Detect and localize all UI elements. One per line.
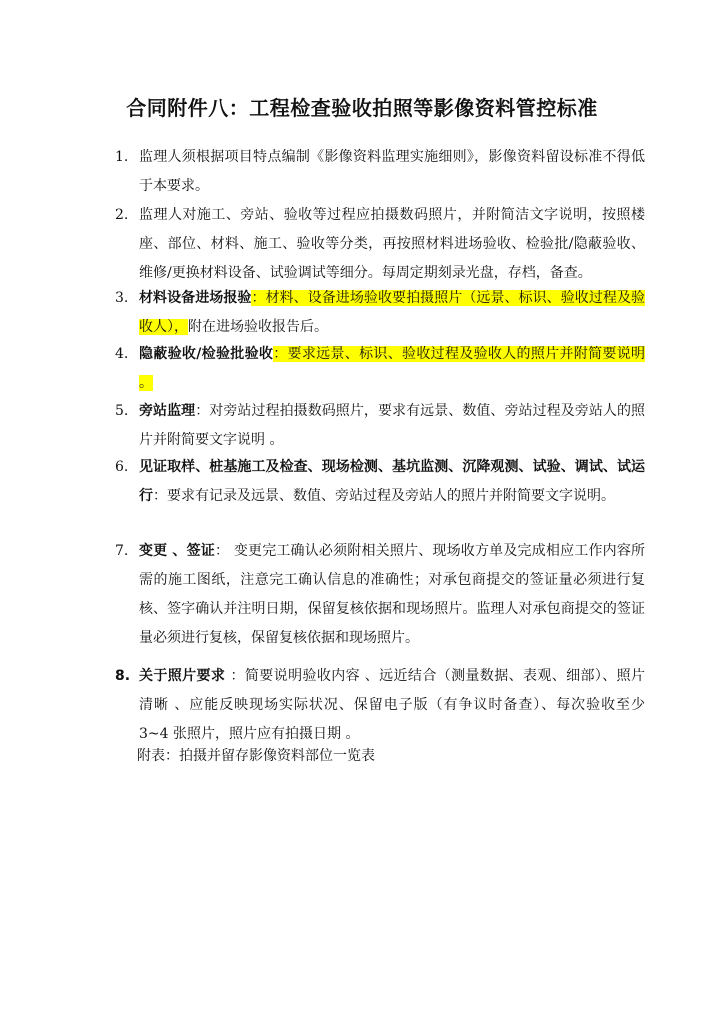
item-heading: 材料设备进场报验 — [139, 290, 252, 306]
item-number: 6. — [115, 459, 129, 475]
item-number: 3. — [115, 290, 129, 306]
list-item — [115, 201, 645, 288]
item-text: 监理人须根据项目特点编制《影像资料监理实施细则》，影像资料留设标准不得低于本要求。 — [139, 149, 645, 194]
item-text: ：对旁站过程拍摄数码照片，要求有远景、数值、旁站过程及旁站人的照片并附简要文字说明 。 — [139, 403, 646, 448]
list-item — [115, 340, 645, 398]
item-heading: 关于照片要求 — [139, 668, 231, 684]
item-number: 5. — [115, 403, 129, 419]
item-heading: 变更 、签证 — [139, 543, 215, 559]
item-text: ：要求有记录及远景、数值、旁站过程及旁站人的照片并附简要文字说明。 — [153, 488, 615, 504]
list-item — [115, 453, 645, 511]
document-title: 合同附件八：工程检查验收拍照等影像资料管控标准 — [126, 96, 598, 120]
item-text: ： 变更完工确认必须附相关照片、现场收方单及完成相应工作内容所需的施工图纸，注意完工确认信息的准确性；对承包商提交的签证量必须进行复核、签字确认并注明日期，保留复核依据和现场照片。监理人对承包商提交的签证量必须进行复核，保留复核依据和现场照片。 — [139, 543, 646, 646]
item-number: 8. — [115, 668, 131, 684]
item-number: 2. — [115, 207, 129, 223]
highlighted-text: ：材料、设备进场验收要拍摄照片（远景、标识、验收过程及验收人）， — [139, 290, 646, 335]
item-text: 监理人对施工、旁站、验收等过程应拍摄数码照片，并附简洁文字说明，按照楼座、部位、材料、施工、验收等分类，再按照材料进场验收、检验批/隐蔽验收、维修/更换材料设备、试验调试等细分。每周定期刻录光盘，存档，备查。 — [139, 207, 645, 281]
item-number: 1. — [115, 149, 129, 165]
appendix-note: 附表：拍摄并留存影像资料部位一览表 — [137, 748, 375, 764]
item-heading: 隐蔽验收/检验批验收 — [139, 346, 274, 362]
item-heading: 见证取样、桩基施工及检查、现场检测、基坑监测、沉降观测、试验、调试、试运行 — [139, 459, 645, 504]
list-item — [115, 143, 645, 201]
item-number: 4. — [115, 346, 129, 362]
list-item — [115, 397, 645, 455]
item-text: ：简要说明验收内容 、远近结合（测量数据、表观、细部）、照片清晰 、应能反映现场实际状况、保留电子版（有争议时备查）、每次验收至少 3~4 张照片，照片应有拍摄日期 。 — [139, 668, 646, 742]
list-item — [115, 284, 645, 342]
item-number: 7. — [115, 543, 129, 559]
item-text: 附在进场验收报告后。 — [188, 319, 328, 335]
list-item — [115, 662, 645, 749]
list-item — [115, 537, 645, 653]
highlighted-text: ：要求远景、标识、验收过程及验收人的照片并附简要说明 。 — [139, 346, 646, 391]
item-heading: 旁站监理 — [139, 403, 196, 419]
